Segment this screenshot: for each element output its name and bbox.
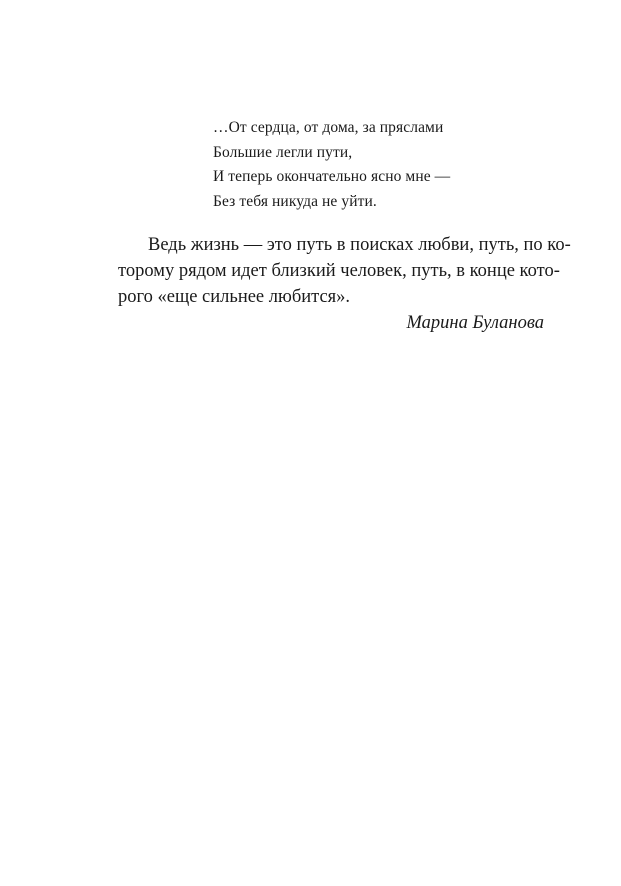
prose-line-3: рого «еще сильнее любится». [118, 287, 351, 307]
author-signature: Марина Буланова [406, 313, 544, 333]
poem-line-4: Без тебя никуда не уйти. [213, 192, 377, 210]
prose-paragraph [118, 232, 571, 336]
poem-line-3: И теперь окончательно ясно мне — [213, 168, 451, 185]
epigraph-poem [213, 116, 553, 214]
prose-line-2: торому рядом идет близкий человек, путь, в конце кото- [118, 261, 560, 281]
poem-line-1: …От сердца, от дома, за пряслами [213, 119, 444, 136]
poem-line-2: Большие легли пути, [213, 143, 353, 161]
prose-line-1: Ведь жизнь — это путь в поисках любви, путь, по ко- [148, 235, 571, 255]
